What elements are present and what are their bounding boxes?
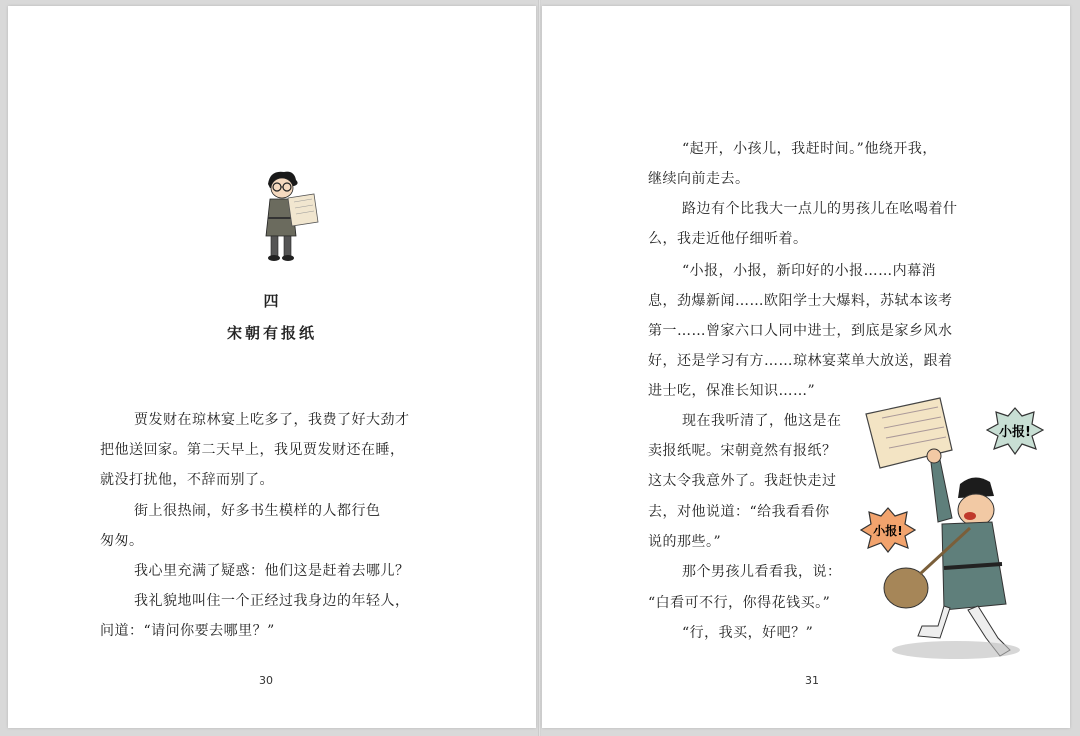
page-number: 31 — [805, 674, 819, 687]
text-line: 我心里充满了疑惑：他们这是赶着去哪儿？ — [134, 563, 410, 579]
chapter-title: 宋朝有报纸 — [226, 324, 317, 342]
text-line: 街上很热闹，好多书生模样的人都行色 — [134, 503, 381, 519]
text-line: 现在我听清了，他这是在 — [682, 413, 842, 429]
text-line: “白看可不行，你得花钱买。” — [648, 595, 831, 611]
speech-bubble-green — [986, 406, 1044, 456]
bubble-text: 小报! — [999, 425, 1031, 440]
text-line: 去，对他说道：“给我看看你 — [648, 504, 830, 520]
text-line: 匆匆。 — [100, 533, 144, 549]
text-line: 继续向前走去。 — [648, 171, 750, 187]
left-page — [8, 6, 536, 728]
text-line: 贾发财在琼林宴上吃多了，我费了好大劲才 — [134, 412, 410, 428]
text-line: “行，我买，好吧？” — [682, 625, 814, 641]
book-spine — [538, 0, 541, 736]
text-line: 说的那些。” — [648, 534, 722, 550]
chapter-number: 四 — [263, 292, 281, 310]
text-line: 问道：“请问你要去哪里？” — [100, 623, 275, 639]
right-page — [542, 6, 1070, 728]
text-line: 息，劲爆新闻……欧阳学士大爆料，苏轼本该考 — [648, 293, 953, 309]
boy-reading-newspaper-illustration — [248, 166, 328, 266]
text-line: 这太令我意外了。我赶快走过 — [648, 473, 837, 489]
page-number: 30 — [259, 674, 273, 687]
text-line: 就没打扰他，不辞而别了。 — [100, 472, 274, 488]
text-line: 第一……曾家六口人同中进士，到底是家乡风水 — [648, 323, 953, 339]
text-line: 路边有个比我大一点儿的男孩儿在吆喝着什 — [682, 201, 958, 217]
text-line: 我礼貌地叫住一个正经过我身边的年轻人， — [134, 593, 410, 609]
bubble-text: 小报! — [873, 524, 903, 538]
text-line: “小报，小报，新印好的小报……内幕消 — [682, 263, 937, 279]
text-line: 那个男孩儿看看我，说： — [682, 564, 842, 580]
speech-bubble-orange — [860, 506, 916, 554]
text-line: 把他送回家。第二天早上，我见贾发财还在睡， — [100, 442, 405, 458]
text-line: 好，还是学习有方……琼林宴菜单大放送，跟着 — [648, 353, 953, 369]
text-line: 么，我走近他仔细听着。 — [648, 231, 808, 247]
text-line: 卖报纸呢。宋朝竟然有报纸？ — [648, 443, 837, 459]
text-line: “起开，小孩儿，我赶时间。”他绕开我， — [682, 141, 937, 157]
text-line: 进士吃，保准长知识……” — [648, 383, 816, 399]
